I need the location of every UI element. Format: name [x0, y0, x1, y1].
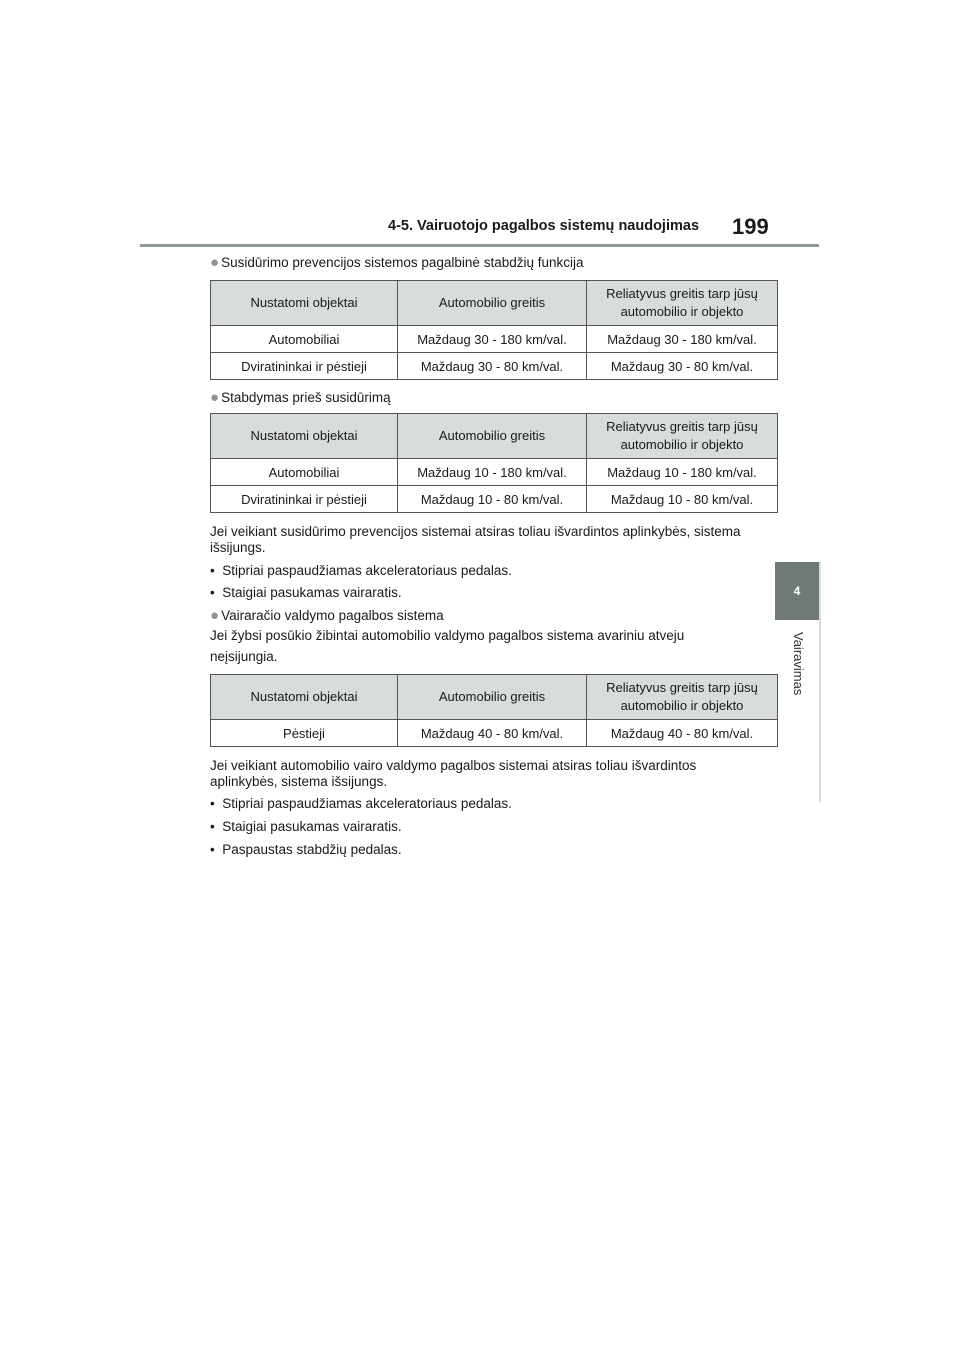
- section-heading-3: ● Vairaračio valdymo pagalbos sistema: [210, 607, 444, 624]
- table-cell: Maždaug 30 - 80 km/val.: [398, 353, 587, 380]
- list-item: • Staigiai pasukamas vairaratis.: [210, 585, 402, 600]
- header-cell: Automobilio greitis: [398, 414, 587, 459]
- header-cell: Reliatyvus greitis tarp jūsų automobilio ir objekto: [587, 675, 778, 720]
- table-cell: Maždaug 30 - 180 km/val.: [587, 326, 778, 353]
- paragraph: Jei veikiant susidūrimo prevencijos sistemai atsiras toliau išvardintos aplinkybės, sistema išsijungs.: [210, 524, 741, 555]
- header-cell: Reliatyvus greitis tarp jūsų automobilio ir objekto: [587, 281, 778, 326]
- table-cell: Pėstieji: [211, 720, 398, 747]
- header-cell: Nustatomi objektai: [211, 414, 398, 459]
- spec-table-1: [210, 280, 778, 380]
- table-cell: Maždaug 40 - 80 km/val.: [587, 720, 778, 747]
- header-cell: Nustatomi objektai: [211, 281, 398, 326]
- table-cell: Dviratininkai ir pėstieji: [211, 486, 398, 513]
- table-header-row: [211, 414, 778, 459]
- table-cell: Maždaug 10 - 80 km/val.: [398, 486, 587, 513]
- table-cell: Maždaug 10 - 180 km/val.: [587, 459, 778, 486]
- paragraph-line: Jei žybsi posūkio žibintai automobilio valdymo pagalbos sistema avariniu atveju: [210, 628, 685, 643]
- header-cell: Automobilio greitis: [398, 675, 587, 720]
- table-cell: Dviratininkai ir pėstieji: [211, 353, 398, 380]
- table-row: [211, 326, 778, 353]
- section-heading-2: ● Stabdymas prieš susidūrimą: [210, 389, 391, 406]
- side-divider: [819, 562, 821, 802]
- table-cell: Maždaug 10 - 80 km/val.: [587, 486, 778, 513]
- table-row: [211, 459, 778, 486]
- bullet-dot-icon: ●: [210, 607, 220, 624]
- section-title: 4-5. Vairuotojo pagalbos sistemų naudojimas: [388, 218, 700, 234]
- table-header-row: [211, 281, 778, 326]
- header-cell: Nustatomi objektai: [211, 675, 398, 720]
- list-item: • Stipriai paspaudžiamas akceleratoriaus pedalas.: [210, 563, 512, 578]
- bullet-dot-icon: ●: [210, 254, 220, 271]
- table-cell: Maždaug 30 - 80 km/val.: [587, 353, 778, 380]
- list-item: • Stipriai paspaudžiamas akceleratoriaus pedalas.: [210, 796, 512, 811]
- chapter-tab: 4: [775, 562, 819, 620]
- header-divider: [140, 244, 819, 247]
- table-row: [211, 353, 778, 380]
- table-header-row: [211, 675, 778, 720]
- table-cell: Automobiliai: [211, 326, 398, 353]
- spec-table-3: [210, 674, 778, 747]
- paragraph: Jei veikiant automobilio vairo valdymo pagalbos sistemai atsiras toliau išvardintos aplinkybės, sistema išsijungs.: [210, 758, 697, 789]
- bullet-dot-icon: ●: [210, 389, 220, 406]
- header-cell: Reliatyvus greitis tarp jūsų automobilio ir objekto: [587, 414, 778, 459]
- table-cell: Maždaug 10 - 180 km/val.: [398, 459, 587, 486]
- section-heading-1: ● Susidūrimo prevencijos sistemos pagalbinė stabdžių funkcija: [210, 254, 584, 271]
- table-row: [211, 720, 778, 747]
- list-item: • Paspaustas stabdžių pedalas.: [210, 842, 402, 857]
- list-item: • Staigiai pasukamas vairaratis.: [210, 819, 402, 834]
- table-cell: Maždaug 40 - 80 km/val.: [398, 720, 587, 747]
- chapter-label: Vairavimas: [791, 632, 806, 696]
- table-row: [211, 486, 778, 513]
- paragraph-line: neįsijungia.: [210, 649, 278, 664]
- table-cell: Automobiliai: [211, 459, 398, 486]
- spec-table-2: [210, 413, 778, 513]
- table-cell: Maždaug 30 - 180 km/val.: [398, 326, 587, 353]
- page-number: 199: [732, 214, 769, 239]
- header-cell: Automobilio greitis: [398, 281, 587, 326]
